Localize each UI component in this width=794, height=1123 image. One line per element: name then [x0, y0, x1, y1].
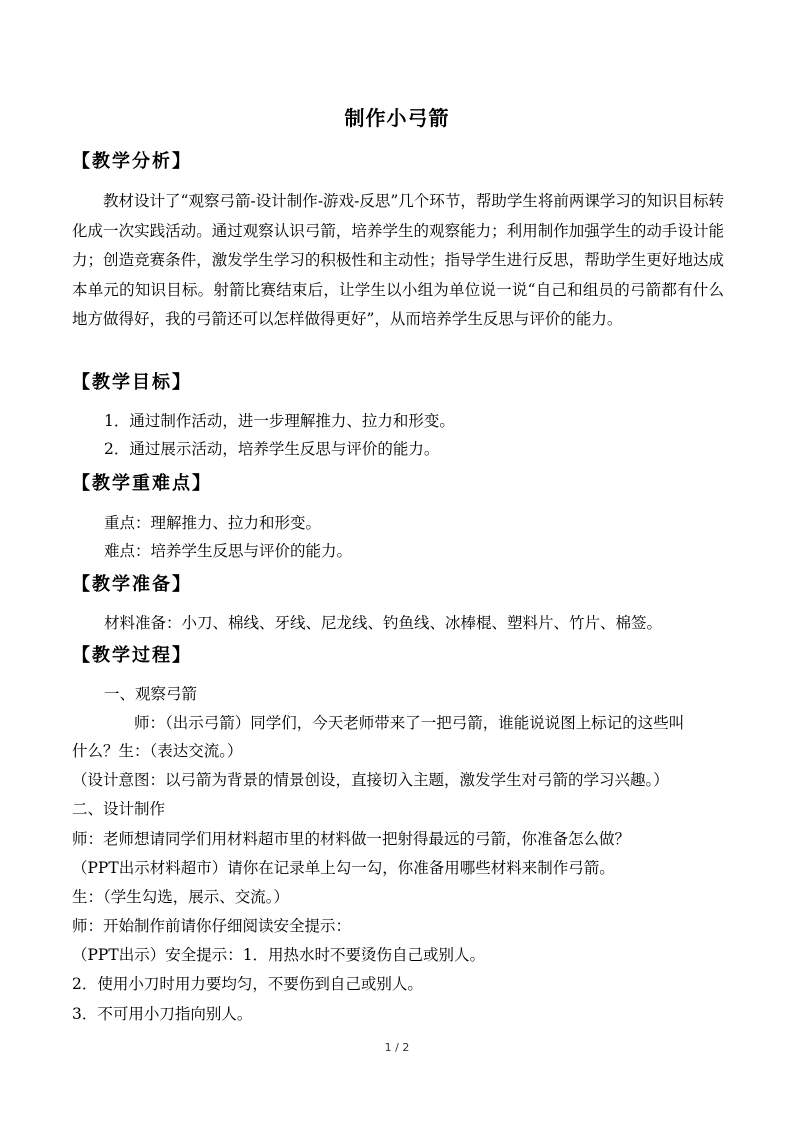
process-line-1: 一、观察弓箭	[104, 685, 198, 703]
keypoint-item-2: 难点：培养学生反思与评价的能力。	[104, 542, 353, 560]
analysis-paragraph: 教材设计了“观察弓箭-设计制作-游戏-反思”几个环节，帮助学生将前两课学习的知识目标转化成一次实践活动。通过观察认识弓箭，培养学生的观察能力；利用制作加强学生的动手设计能力；创造竞赛条件，激发学生学习的积极性和主动性；指导学生进行反思，帮助学生更好地达成本单元的知识目标。射箭比赛结束后，让学生以小组为单位说一说“自己和组员的弓箭都有什么地方做得好，我的弓箭还可以怎样做得更好”，从而培养学生反思与评价的能力。	[72, 192, 724, 328]
process-line-2: 师：（出示弓箭）同学们，今天老师带来了一把弓箭，谁能说说图上标记的这些叫	[134, 714, 685, 732]
heading-goals: 【教学目标】	[72, 372, 192, 393]
document-title: 制作小弓箭	[344, 106, 450, 130]
prep-item-1: 材料准备：小刀、棉线、牙线、尼龙线、钓鱼线、冰棒棍、塑料片、竹片、棉签。	[104, 614, 663, 632]
heading-keypoints: 【教学重难点】	[72, 473, 212, 494]
page-indicator: 1 / 2	[384, 1041, 410, 1054]
process-line-8: 生：（学生勾选，展示、交流。）	[72, 888, 290, 906]
process-line-10: （PPT出示）安全提示：1．用热水时不要烫伤自己或别人。	[72, 946, 486, 964]
process-line-9: 师：开始制作前请你仔细阅读安全提示：	[72, 917, 352, 935]
heading-process: 【教学过程】	[72, 645, 192, 666]
goal-item-1: 1．通过制作活动，进一步理解推力、拉力和形变。	[104, 412, 455, 430]
process-line-3: 什么？生：（表达交流。）	[72, 742, 243, 760]
process-line-12: 3．不可用小刀指向别人。	[72, 1005, 253, 1023]
process-line-4: （设计意图：以弓箭为背景的情景创设，直接切入主题，激发学生对弓箭的学习兴趣。）	[72, 771, 669, 789]
process-line-5: 二、设计制作	[72, 800, 166, 818]
process-line-7: （PPT出示材料超市）请你在记录单上勾一勾，你准备用哪些材料来制作弓箭。	[72, 859, 615, 877]
goal-item-2: 2．通过展示活动，培养学生反思与评价的能力。	[104, 440, 440, 458]
process-line-11: 2．使用小刀时用力要均匀，不要伤到自己或别人。	[72, 975, 423, 993]
keypoint-item-1: 重点：理解推力、拉力和形变。	[104, 514, 322, 532]
heading-prep: 【教学准备】	[72, 574, 192, 595]
process-line-6: 师：老师想请同学们用材料超市里的材料做一把射得最远的弓箭，你准备怎么做？	[72, 830, 631, 848]
heading-analysis: 【教学分析】	[72, 151, 192, 172]
